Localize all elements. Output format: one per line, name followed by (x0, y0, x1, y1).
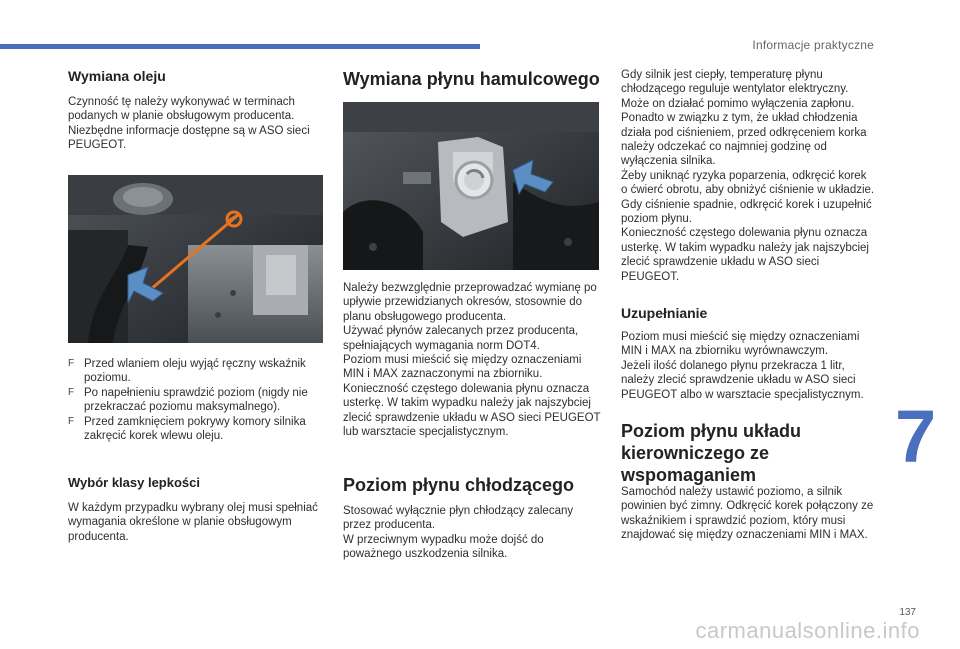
coolant-text: Stosować wyłącznie płyn chłodzący zalecany przez producenta. W przeciwnym wypadku może dojść do poważnego uszkodzenia silnika. (343, 505, 574, 561)
chapter-number: 7 (895, 395, 937, 478)
list-item (68, 357, 330, 386)
topping-up-heading: Uzupełnianie (621, 305, 708, 321)
coolant-heading: Poziom płynu chłodzącego (343, 475, 575, 495)
bullet-marker: F (68, 386, 75, 398)
brake-fluid-text: Należy bezwzględnie przeprowadzać wymianę po upływie przewidzianych okresów, stosownie do planu obsługowego producenta. Używać płynów zalecanych przez producenta, spełniających wymagania norm DOT4. Poziom musi mieścić się między oznaczeniami MIN i MAX zaznaczonymi na zbiorniku. Konieczność częstego dolewania płynu oznacza usterkę. W takim wypadku należy jak najszybciej zlecić sprawdzenie układu w ASO sieci PEUGEOT lub warsztacie specjalistycznym. (343, 282, 601, 439)
list-item-text: Po napełnieniu sprawdzić poziom (nigdy nie przekraczać poziomu maksymalnego). (84, 386, 308, 414)
page-number: 137 (899, 607, 916, 618)
oil-change-steps (68, 357, 330, 443)
bullet-marker: F (68, 415, 75, 427)
brake-reservoir-illustration (343, 102, 599, 270)
list-item (68, 415, 330, 444)
oil-change-heading: Wymiana oleju (68, 68, 166, 84)
header-accent-bar (0, 44, 480, 49)
bullet-marker: F (68, 358, 75, 369)
viscosity-text: W każdym przypadku wybrany olej musi spełniać wymagania określone w planie obsługowym producenta. (68, 502, 318, 543)
topping-up-text: Poziom musi mieścić się między oznaczeniami MIN i MAX na zbiorniku wyrównawczym. Jeżeli ilość dolanego płynu przekracza 1 litr, należy zlecić sprawdzenie układu w ASO sieci PEUGEOT albo w warsztacie specjalistycznym. (621, 331, 864, 401)
coolant-continued-text: Gdy silnik jest ciepły, temperaturę płynu chłodzącego reguluje wentylator elektryczny. Może on działać pomimo wyłączenia zapłonu. Ponadto w związku z tym, że układ chłodzenia działa pod ciśnieniem, przed odkręceniem korka należy odczekać co najmniej godzinę od wyłączenia silnika. Żeby uniknąć ryzyka poparzenia, odkręcić korek o ćwierć obrotu, aby obniżyć ciśnienie w układzie. Gdy ciśnienie spadnie, odkręcić korek i uzupełnić poziom płynu. Konieczność częstego dolewania płynu oznacza usterkę. W takim wypadku należy jak najszybciej zlecić sprawdzenie układu w ASO sieci PEUGEOT. (621, 69, 875, 283)
list-item (68, 386, 330, 415)
list-item-text: Przed wlaniem oleju wyjąć ręczny wskaźnik poziomu. (84, 358, 306, 385)
oil-change-text: Czynność tę należy wykonywać w terminach podanych w planie obsługowym producenta. Niezbędne informacje dostępne są w ASO sieci PEUGEOT. (68, 96, 310, 152)
viscosity-heading: Wybór klasy lepkości (68, 475, 200, 490)
brake-fluid-photo (343, 102, 599, 270)
list-item-text: Przed zamknięciem pokrywy komory silnika zakręcić korek wlewu oleju. (84, 415, 306, 443)
watermark-text: carmanualsonline.info (695, 618, 920, 643)
power-steering-text: Samochód należy ustawić poziomo, a silnik powinien być zimny. Odkręcić korek połączony ze wskaźnikiem i sprawdzić poziom, który musi znajdować się między oznaczeniami MIN i MAX. (621, 486, 874, 542)
engine-oil-photo (68, 175, 323, 343)
engine-oil-illustration (68, 175, 323, 343)
brake-fluid-heading: Wymiana płynu hamulcowego (343, 69, 600, 89)
power-steering-heading: Poziom płynu układu kierowniczego ze wspomaganiem (621, 421, 802, 485)
section-title: Informacje praktyczne (752, 38, 874, 52)
